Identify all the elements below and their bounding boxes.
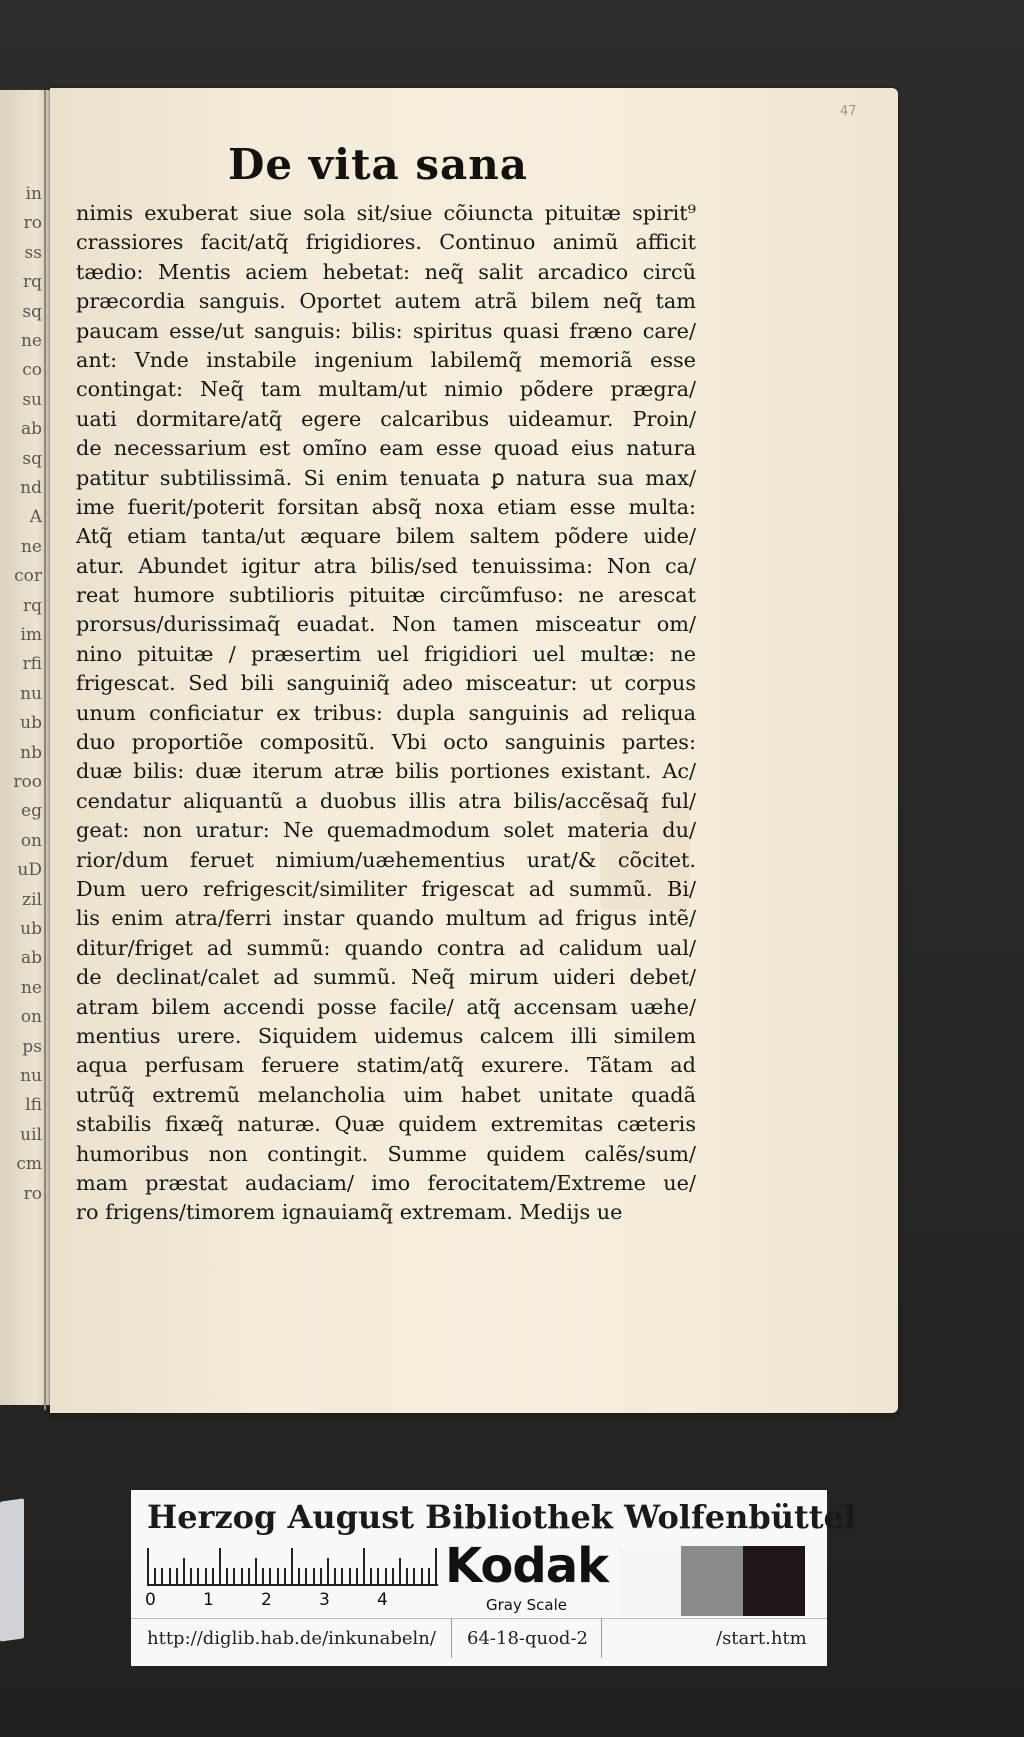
facing-text-fragment: cor	[14, 566, 42, 587]
kodak-logo: Kodak	[445, 1538, 608, 1594]
library-title: Herzog August Bibliothek Wolfenbüttel	[147, 1498, 857, 1536]
url-shelfmark: 64-18-quod-2	[467, 1628, 588, 1649]
ruler-tick	[363, 1548, 365, 1586]
calibration-card	[131, 1490, 857, 1666]
facing-text-fragment: cm	[16, 1154, 42, 1175]
ruler-tick	[241, 1568, 243, 1586]
text-line: paucam esse/ut sanguis: bilis: spiritus quasi fræno care/	[76, 318, 696, 343]
ruler-tick	[370, 1568, 372, 1586]
ruler-tick	[169, 1568, 171, 1586]
facing-text-fragment: sq	[22, 301, 42, 322]
text-line: stabilis fixæq̃ naturæ. Quæ quidem extremitas cæteris	[76, 1112, 696, 1137]
facing-text-fragment: nu	[20, 683, 42, 704]
ruler-tick	[154, 1568, 156, 1586]
ruler-tick	[197, 1568, 199, 1586]
text-line: unum conficiatur ex tribus: dupla sanguinis ad reliqua	[76, 700, 696, 725]
facing-text-fragment: ne	[20, 977, 42, 998]
facing-text-fragment: nu	[20, 1066, 42, 1086]
text-line: reat humore subtilioris pituitæ circũmfuso: ne arescat	[76, 583, 696, 608]
page-body-text	[76, 199, 696, 1228]
ruler-tick	[392, 1568, 394, 1586]
ruler-tick	[190, 1568, 192, 1586]
url-base: http://diglib.hab.de/inkunabeln/	[147, 1628, 436, 1649]
facing-text-fragment: ne	[20, 331, 42, 351]
ruler-tick	[413, 1568, 415, 1586]
facing-text-fragment: ub	[20, 919, 42, 939]
ruler-tick	[255, 1558, 257, 1586]
facing-text-fragment: ne	[20, 536, 42, 557]
paper-scrap	[0, 1498, 24, 1641]
text-line: præcordia sanguis. Oportet autem atrã bilem neq̃ tam	[76, 289, 696, 314]
facing-text-fragment: rq	[22, 595, 42, 616]
facing-text-fragment: lfi	[25, 1095, 42, 1116]
gray-patch-black	[743, 1546, 805, 1616]
text-line: nino pituitæ / præsertim uel frigidiori uel multæ: ne	[76, 641, 696, 666]
facing-text-fragment: ss	[24, 242, 42, 263]
ruler-tick	[435, 1548, 437, 1586]
facing-text-fragment: on	[20, 830, 42, 851]
ruler-tick	[298, 1568, 300, 1586]
text-line: duæ bilis: duæ iterum atræ bilis portiones existant. Ac/	[76, 759, 696, 784]
facing-text-fragment: ab	[20, 948, 42, 969]
text-line: rior/dum feruet nimium/uæhementius urat/& cõcitet.	[76, 847, 696, 872]
text-line: crassiores facit/atq̃ frigidiores. Continuo animũ afficit	[76, 230, 696, 255]
ruler-tick	[161, 1568, 163, 1586]
facing-text-fragment: ub	[20, 713, 42, 734]
text-line: Atq̃ etiam tanta/ut æquare bilem saltem põdere uide/	[76, 524, 696, 549]
text-line: ro frigens/timorem ignauiamq̃ extremam. Medijs ue	[76, 1200, 623, 1225]
ruler-tick	[428, 1568, 430, 1586]
ruler-tick	[313, 1568, 315, 1586]
text-line: de necessarium est omĩno eam esse quoad eius natura	[76, 436, 696, 461]
text-line: mentius urere. Siquidem uidemus calcem illi similem	[76, 1023, 696, 1048]
facing-text-fragment: su	[22, 389, 42, 410]
text-line: tædio: Mentis aciem hebetat: neq̃ salit arcadico circũ	[76, 259, 696, 284]
ruler-tick	[421, 1568, 423, 1586]
text-line: atram bilem accendi posse facile/ atq̃ accensam uæhe/	[76, 994, 696, 1019]
facing-text-fragment: eg	[21, 801, 42, 822]
ruler-tick	[269, 1568, 271, 1586]
ruler-tick	[341, 1568, 343, 1586]
url-suffix: /start.htm	[716, 1628, 807, 1649]
text-line: uati dormitare/atq̃ egere calcaribus uideamur. Proin/	[76, 406, 696, 431]
facing-text-fragment: ps	[22, 1036, 42, 1057]
ruler-tick	[183, 1558, 185, 1586]
text-line: patitur subtilissimã. Si enim tenuata ꝑ natura sua max/	[76, 465, 696, 490]
facing-text-fragment: A	[29, 507, 42, 528]
text-line: aqua perfusam feruere statim/atq̃ exurere. Tãtam ad	[76, 1053, 696, 1078]
running-header: De vita sana	[228, 140, 528, 189]
text-line: frigescat. Sed bili sanguiniq̃ adeo misceatur: ut corpus	[76, 671, 696, 696]
text-line: duo proportiõe compositũ. Vbi octo sanguinis partes:	[76, 730, 696, 755]
ruler-tick	[399, 1558, 401, 1586]
ruler-tick	[233, 1568, 235, 1586]
ruler-tick	[320, 1568, 322, 1586]
ruler-label-2: 2	[261, 1590, 272, 1610]
text-line: cendatur aliquantũ a duobus illis atra bilis/accẽsaq̃ ful/	[76, 788, 696, 813]
gray-patch-white	[619, 1546, 681, 1616]
measurement-ruler	[147, 1546, 438, 1596]
text-line: de declinat/calet ad summũ. Neq̃ mirum uideri debet/	[76, 965, 696, 990]
text-line: geat: non uratur: Ne quemadmodum solet materia du/	[76, 818, 696, 843]
facing-text-fragment: co	[22, 360, 42, 381]
facing-text-fragment: rq	[22, 272, 42, 293]
facing-text-fragment: ro	[23, 213, 42, 234]
ruler-tick	[219, 1548, 221, 1586]
gray-scale-label: Gray Scale	[486, 1596, 567, 1614]
text-line: humoribus non contingit. Summe quidem calẽs/sum/	[76, 1141, 696, 1166]
card-divider	[131, 1618, 827, 1619]
facing-text-fragment: rfi	[22, 654, 42, 675]
facing-text-fragment: uil	[20, 1124, 42, 1145]
facing-text-fragment: nb	[20, 742, 42, 763]
facing-text-fragment: roo	[13, 772, 42, 792]
ruler-tick	[284, 1568, 286, 1586]
facing-text-fragment: in	[25, 184, 42, 204]
ruler-tick	[291, 1548, 293, 1586]
folio-number: 47	[840, 104, 857, 119]
ruler-label-0: 0	[145, 1590, 156, 1610]
ruler-tick	[205, 1568, 207, 1586]
ruler-tick	[334, 1568, 336, 1586]
ruler-label-1: 1	[203, 1590, 214, 1610]
ruler-tick	[349, 1568, 351, 1586]
card-divider-left	[451, 1618, 452, 1658]
ruler-label-3: 3	[319, 1590, 330, 1610]
text-line: ant: Vnde instabile ingenium labilemq̃ memoriã esse	[76, 347, 696, 372]
ruler-tick	[377, 1568, 379, 1586]
facing-text-fragment: on	[20, 1007, 42, 1028]
text-line: prorsus/durissimaq̃ euadat. Non tamen misceatur om/	[76, 612, 696, 637]
facing-text-fragment: im	[20, 625, 42, 645]
ruler-tick	[356, 1568, 358, 1586]
ruler-tick	[277, 1568, 279, 1586]
page-gutter	[44, 90, 46, 1410]
facing-text-fragment: ab	[20, 419, 42, 440]
facing-text-fragment: ro	[23, 1183, 42, 1204]
text-line: atur. Abundet igitur atra bilis/sed tenuissima: Non ca/	[76, 553, 696, 578]
text-line: lis enim atra/ferri instar quando multum ad frigus intẽ/	[76, 906, 696, 931]
ruler-tick	[212, 1568, 214, 1586]
ruler-tick	[327, 1558, 329, 1586]
ruler-tick	[305, 1568, 307, 1586]
ruler-tick	[385, 1568, 387, 1586]
facing-text-fragment: zil	[22, 889, 42, 910]
facing-text-fragment: nd	[20, 478, 42, 498]
text-line: mam præstat audaciam/ imo ferocitatem/Extreme ue/	[76, 1170, 696, 1195]
text-line: Dum uero refrigescit/similiter frigescat ad summũ. Bi/	[76, 876, 696, 901]
ruler-tick	[147, 1548, 149, 1586]
facing-text-fragment: sq	[22, 448, 42, 469]
text-line: ditur/friget ad summũ: quando contra ad calidum ual/	[76, 935, 696, 960]
ruler-tick	[406, 1568, 408, 1586]
facing-text-fragment: uD	[17, 860, 42, 881]
ruler-label-4: 4	[377, 1590, 388, 1610]
text-line: utrũq̃ extremũ melancholia uim habet unitate quadã	[76, 1082, 696, 1107]
card-divider-right	[601, 1618, 602, 1658]
text-line: contingat: Neq̃ tam multam/ut nimio põdere prægra/	[76, 377, 696, 402]
ruler-tick	[226, 1568, 228, 1586]
text-line: ime fuerit/poterit forsitan absq̃ noxa etiam esse multa:	[76, 494, 696, 519]
gray-patch-mid	[681, 1546, 743, 1616]
ruler-tick	[176, 1568, 178, 1586]
text-line: nimis exuberat siue sola sit/siue cõiuncta pituitæ spirit⁹	[76, 201, 696, 225]
ruler-tick	[248, 1568, 250, 1586]
ruler-tick	[262, 1568, 264, 1586]
